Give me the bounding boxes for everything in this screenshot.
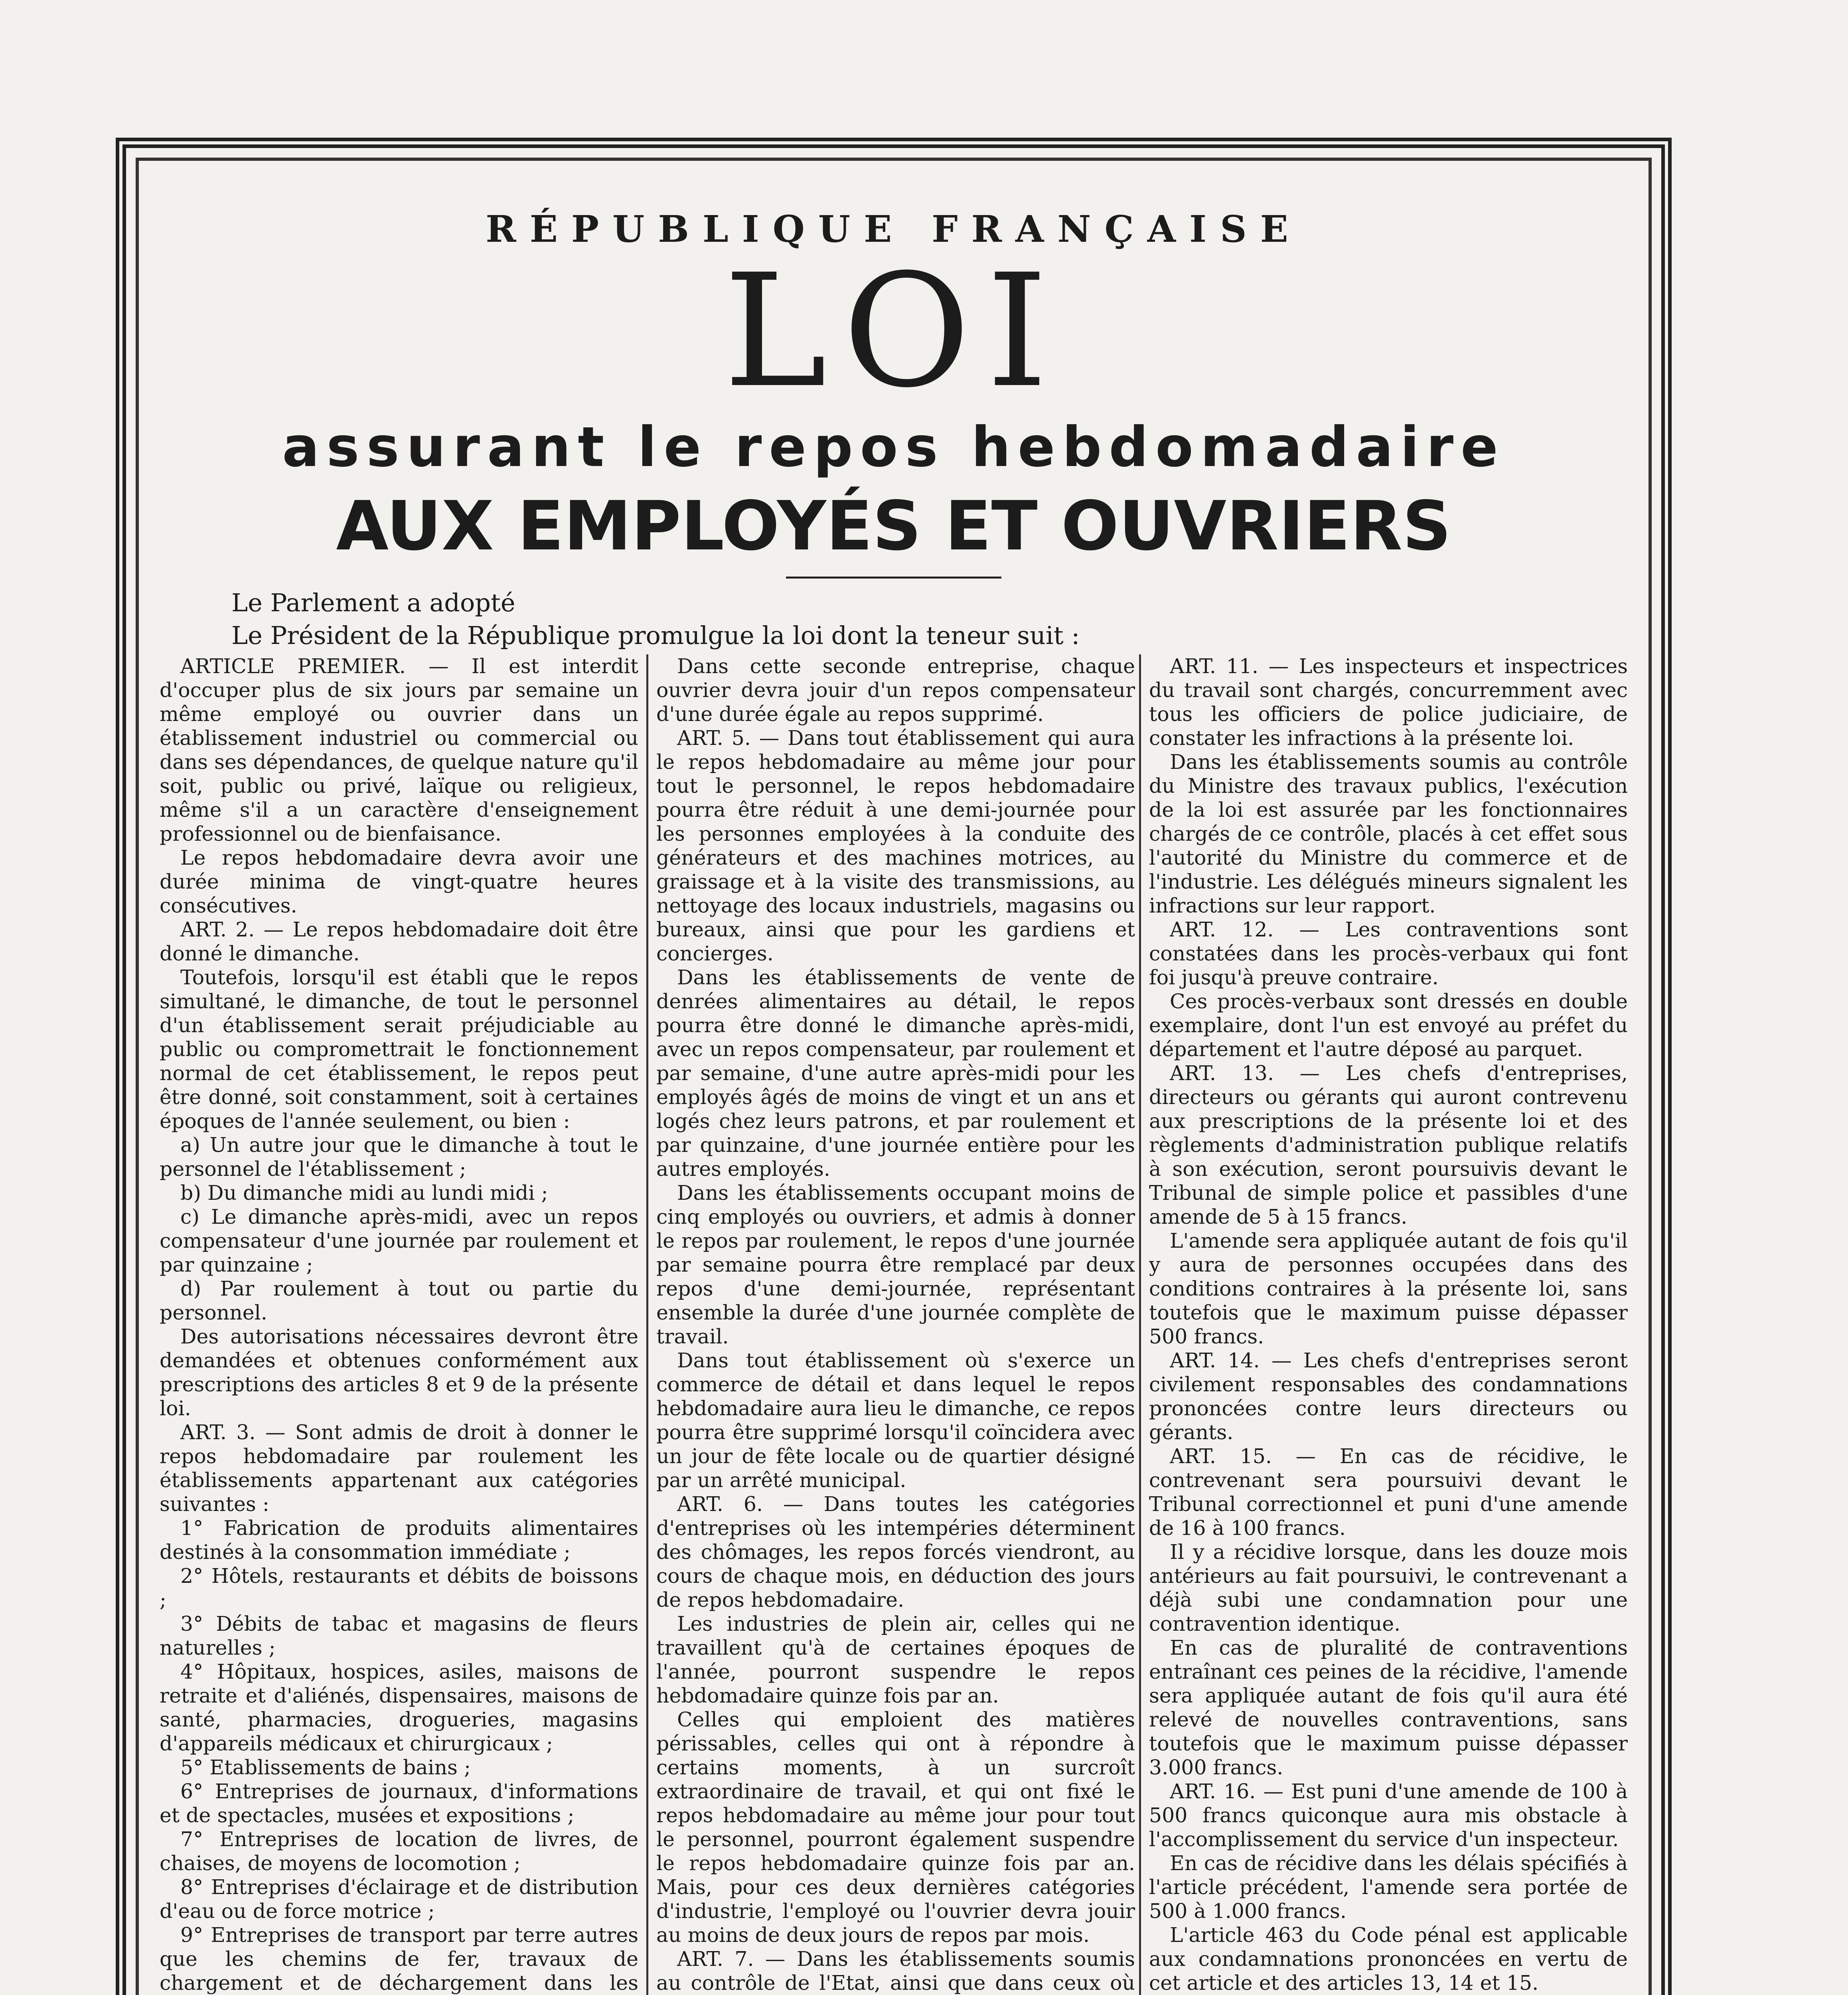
- paragraph: En cas de pluralité de contraventions entraînant ces peines de la récidive, l'amende sera appliquée autant de fois qu'il aura été relevé de nouvelles contraventions, sans toutefois que le maximum puisse dépasser 3.000 francs.: [1149, 1636, 1628, 1779]
- paragraph: Le repos hebdomadaire devra avoir une durée minima de vingt-quatre heures consécutives.: [160, 846, 638, 917]
- paragraph: L'article 463 du Code pénal est applicable aux condamnations prononcées en vertu de cet article et des articles 13, 14 et 15.: [1149, 1923, 1628, 1995]
- law-title: LOI: [723, 241, 1064, 422]
- paragraph: 5° Etablissements de bains ;: [180, 1756, 471, 1779]
- paragraph: a) Un autre jour que le dimanche à tout le personnel de l'établissement ;: [160, 1133, 638, 1181]
- paragraph: 8° Entreprises d'éclairage et de distribution d'eau ou de force motrice ;: [160, 1875, 638, 1923]
- paragraph: Il y a récidive lorsque, dans les douze mois antérieurs au fait poursuivi, le contrevenant a déjà subi une condamnation pour une contravention identique.: [1149, 1540, 1628, 1636]
- paragraph: Dans tout établissement où s'exerce un commerce de détail et dans lequel le repos hebdomadaire aura lieu le dimanche, ce repos pourra être supprimé lorsqu'il coïncidera avec un jour de fête locale ou de quartier désigné par un arrêté municipal.: [656, 1349, 1135, 1492]
- paragraph: ART. 3. — Sont admis de droit à donner le repos hebdomadaire par roulement les établissements appartenant aux catégories suivantes :: [160, 1420, 638, 1516]
- preamble: [231, 587, 1588, 652]
- paragraph: ART. 13. — Les chefs d'entreprises, directeurs ou gérants qui auront contrevenu aux prescriptions de la présente loi et des règlements d'administration publique relatifs à son exécution, seront poursuivis devant le Tribunal de simple police et passibles d'une amende de 5 à 15 francs.: [1149, 1061, 1628, 1229]
- law-subtitle: assurant le repos hebdomadaire: [282, 415, 1505, 479]
- paragraph: ART. 16. — Est puni d'une amende de 100 à 500 francs quiconque aura mis obstacle à l'accomplissement du service d'un inspecteur.: [1149, 1780, 1628, 1851]
- paragraph: 2° Hôtels, restaurants et débits de boissons ;: [160, 1564, 638, 1612]
- paragraph: ARTICLE PREMIER. — Il est interdit d'occuper plus de six jours par semaine un même employé ou ouvrier dans un établissement industriel ou commercial ou dans ses dépendances, de quelque nature qu'il soit, public ou privé, laïque ou religieux, même s'il a un caractère d'enseignement professionnel ou de bienfaisance.: [160, 654, 638, 845]
- paragraph: ART. 6. — Dans toutes les catégories d'entreprises où les intempéries déterminent des chômages, les repos forcés viendront, au cours de chaque mois, en déduction des jours de repos hebdomadaire.: [656, 1492, 1135, 1612]
- paragraph: c) Le dimanche après-midi, avec un repos compensateur d'une journée par roulement et par quinzaine ;: [160, 1205, 638, 1276]
- paragraph: ART. 12. — Les contraventions sont constatées dans les procès-verbaux qui font foi jusqu'à preuve contraire.: [1149, 918, 1628, 989]
- paragraph: Les industries de plein air, celles qui ne travaillent qu'à de certaines époques de l'année, pourront suspendre le repos hebdomadaire quinze fois par an.: [656, 1612, 1135, 1707]
- column-divider-1: [646, 654, 648, 1995]
- paragraph: Dans cette seconde entreprise, chaque ouvrier devra jouir d'un repos compensateur d'une durée égale au repos supprimé.: [656, 654, 1135, 726]
- paragraph: ART. 2. — Le repos hebdomadaire doit être donné le dimanche.: [160, 918, 638, 965]
- law-heading: AUX EMPLOYÉS ET OUVRIERS: [336, 487, 1451, 566]
- republic-heading: RÉPUBLIQUE FRANÇAISE: [486, 207, 1302, 251]
- preamble-line-1: Le Parlement a adopté: [231, 588, 515, 617]
- paragraph: ART. 15. — En cas de récidive, le contrevenant sera poursuivi devant le Tribunal correctionnel et puni d'une amende de 16 à 100 francs.: [1149, 1444, 1628, 1540]
- paragraph: ART. 5. — Dans tout établissement qui aura le repos hebdomadaire au même jour pour tout le personnel, le repos hebdomadaire pourra être réduit à une demi-journée pour les personnes employées à la conduite des générateurs et des machines motrices, au graissage et à la visite des transmissions, au nettoyage des locaux industriels, magasins ou bureaux, ainsi que pour les gardiens et concierges.: [656, 726, 1135, 965]
- paragraph: ART. 14. — Les chefs d'entreprises seront civilement responsables des condamnations prononcées contre leurs directeurs ou gérants.: [1149, 1349, 1628, 1444]
- paragraph: Dans les établissements soumis au contrôle du Ministre des travaux publics, l'exécution de la loi est assurée par les fonctionnaires chargés de ce contrôle, placés à cet effet sous l'autorité du Ministre du commerce et de l'industrie. Les délégués mineurs signalent les infractions sur leur rapport.: [1149, 750, 1628, 917]
- paragraph: Dans les établissements occupant moins de cinq employés ou ouvriers, et admis à donner le repos par roulement, le repos d'une journée par semaine pourra être remplacé par deux repos d'une demi-journée, représentant ensemble la durée d'une journée complète de travail.: [656, 1181, 1135, 1348]
- paragraph: 3° Débits de tabac et magasins de fleurs naturelles ;: [160, 1612, 638, 1659]
- paragraph: ART. 11. — Les inspecteurs et inspectrices du travail sont chargés, concurremment avec tous les officiers de police judiciaire, de constater les infractions à la présente loi.: [1149, 654, 1628, 750]
- poster-content: [152, 172, 1636, 1995]
- paragraph: 1° Fabrication de produits alimentaires destinés à la consommation immédiate ;: [160, 1516, 638, 1564]
- paragraph: En cas de récidive dans les délais spécifiés à l'article précédent, l'amende sera portée de 500 à 1.000 francs.: [1149, 1851, 1628, 1923]
- paragraph: 7° Entreprises de location de livres, de chaises, de moyens de locomotion ;: [160, 1827, 638, 1875]
- paragraph: b) Du dimanche midi au lundi midi ;: [180, 1181, 548, 1205]
- paragraph: Celles qui emploient des matières périssables, celles qui ont à répondre à certains moments, à un surcroît extraordinaire de travail, et qui ont fixé le repos hebdomadaire au même jour pour tout le personnel, pourront également suspendre le repos hebdomadaire quinze fois par an. Mais, pour ces deux dernières catégories d'industrie, l'employé ou l'ouvrier devra jouir au moins de deux jours de repos par mois.: [656, 1708, 1135, 1947]
- paragraph: 9° Entreprises de transport par terre autres que les chemins de fer, travaux de chargement et de déchargement dans les: [160, 1923, 638, 1995]
- paragraph: L'amende sera appliquée autant de fois qu'il y aura de personnes occupées dans des conditions contraires à la présente loi, sans toutefois que le maximum puisse dépasser 500 francs.: [1149, 1229, 1628, 1348]
- paragraph: 4° Hôpitaux, hospices, asiles, maisons de retraite et d'aliénés, dispensaires, maisons de santé, pharmacies, drogueries, magasins d'appareils médicaux et chirurgicaux ;: [160, 1660, 638, 1755]
- paragraph: Des autorisations nécessaires devront être demandées et obtenues conformément aux prescriptions des articles 8 et 9 de la présente loi.: [160, 1325, 638, 1420]
- paragraph: Ces procès-verbaux sont dressés en double exemplaire, dont l'un est envoyé au préfet du département et l'autre déposé au parquet.: [1149, 990, 1628, 1061]
- divider: [786, 577, 1001, 579]
- paragraph: ART. 7. — Dans les établissements soumis au contrôle de l'Etat, ainsi que dans ceux où: [656, 1947, 1135, 1995]
- paragraph: d) Par roulement à tout ou partie du personnel.: [160, 1277, 638, 1324]
- paragraph: 6° Entreprises de journaux, d'informations et de spectacles, musées et expositions ;: [160, 1780, 638, 1827]
- paragraph: Toutefois, lorsqu'il est établi que le repos simultané, le dimanche, de tout le personnel d'un établissement serait préjudiciable au public ou compromettrait le fonctionnement normal de cet établissement, le repos peut être donné, soit constamment, soit à certaines époques de l'année seulement, ou bien :: [160, 966, 638, 1133]
- paragraph: Dans les établissements de vente de denrées alimentaires au détail, le repos pourra être donné le dimanche après-midi, avec un repos compensateur, par roulement et par semaine, d'une autre après-midi pour les employés âgés de moins de vingt et un ans et logés chez leurs patrons, et par roulement et par quinzaine, d'une journée entière pour les autres employés.: [656, 966, 1135, 1181]
- column-divider-2: [1139, 654, 1141, 1995]
- column-1: [160, 654, 638, 1995]
- column-3: [1149, 654, 1628, 1995]
- preamble-line-2: Le Président de la République promulgue la loi dont la teneur suit :: [231, 621, 1080, 650]
- column-2: [656, 654, 1135, 1995]
